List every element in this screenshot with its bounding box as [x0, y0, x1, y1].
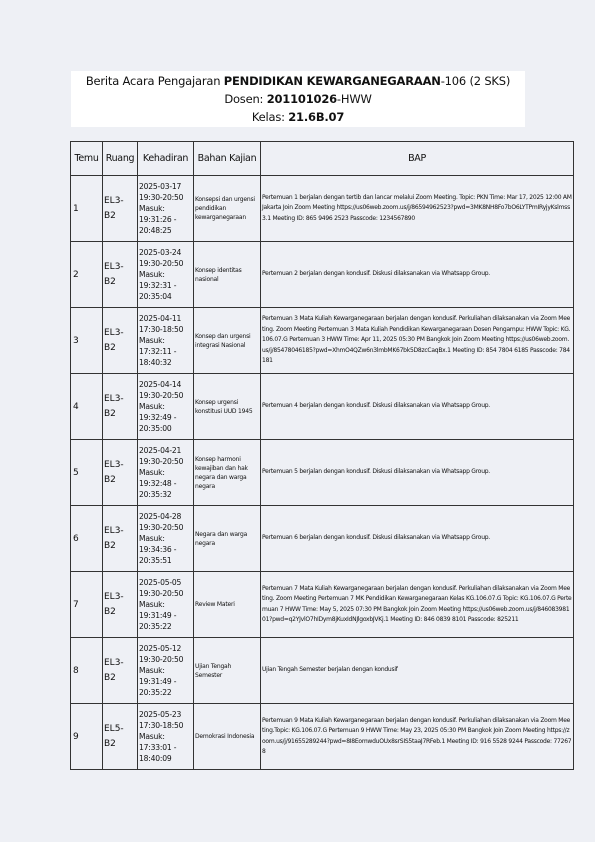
attendance-line: 19:32:49 - [139, 413, 177, 422]
meeting-number: 6 [71, 506, 103, 572]
attendance-line: 2025-05-05 [139, 578, 182, 587]
meeting-number: 5 [71, 440, 103, 506]
room-text: EL3- [104, 393, 124, 404]
attendance-cell [138, 572, 194, 638]
attendance-line: 2025-04-28 [139, 512, 182, 521]
attendance-line: 19:31:49 - [139, 611, 177, 620]
meeting-number: 8 [71, 638, 103, 704]
room-cell [103, 374, 138, 440]
bap-cell: Pertemuan 2 berjalan dengan kondusif. Diskusi dilaksanakan via Whatsapp Group. [261, 242, 574, 308]
attendance-line: 2025-05-12 [139, 644, 182, 653]
attendance-cell [138, 506, 194, 572]
attendance-line: 19:30-20:50 [139, 193, 184, 202]
material-cell: Konsep identitas nasional [194, 242, 261, 308]
material-cell: Review Materi [194, 572, 261, 638]
header-dosen-line [71, 90, 525, 108]
room-text: EL3- [104, 657, 124, 668]
room-cell [103, 440, 138, 506]
attendance-line: Masuk: [139, 732, 165, 741]
room-cell [103, 308, 138, 374]
attendance-line: 19:31:49 - [139, 677, 177, 686]
attendance-line: 19:30-20:50 [139, 391, 184, 400]
material-cell: Konsepsi dan urgensi pendidikan kewarganegaraan [194, 176, 261, 242]
room-text: EL3- [104, 195, 124, 206]
bap-cell: Pertemuan 1 berjalan dengan tertib dan lancar melalui Zoom Meeting. Topic: PKN Time: Mar 17, 2025 12:00 AM Jakarta Join Zoom Meeting https://us06web.zoom.us/j/86594962523?pwd=3MK8NH8Fo7bO6LYTPmIRyjyKslmss3.1 Meeting ID: 865 9496 2523 Passcode: 1234567890 [261, 176, 574, 242]
attendance-line: 20:48:25 [139, 226, 172, 235]
table-row [71, 308, 574, 374]
col-header-temu: Temu [71, 142, 103, 176]
header-prefix: Berita Acara Pengajaran [85, 74, 224, 88]
attendance-line: 20:35:51 [139, 556, 172, 565]
header-kelas-line [71, 108, 525, 126]
material-cell: Ujian Tengah Semester [194, 638, 261, 704]
attendance-line: 2025-05-23 [139, 710, 182, 719]
attendance-line: 20:35:22 [139, 622, 172, 631]
table-header-row [71, 142, 574, 176]
attendance-line: 17:30-18:50 [139, 721, 184, 730]
room-text: B2 [104, 342, 116, 353]
room-text: B2 [104, 606, 116, 617]
course-name: PENDIDIKAN KEWARGANEGARAAN [223, 74, 441, 88]
material-cell: Negara dan warga negara [194, 506, 261, 572]
table-row [71, 572, 574, 638]
attendance-cell [138, 308, 194, 374]
meeting-number: 9 [71, 704, 103, 770]
col-header-kehadiran: Kehadiran [138, 142, 194, 176]
col-header-bap: BAP [261, 142, 574, 176]
attendance-line: Masuk: [139, 204, 165, 213]
col-header-ruang: Ruang [103, 142, 138, 176]
attendance-line: Masuk: [139, 468, 165, 477]
room-text: EL3- [104, 591, 124, 602]
attendance-line: 19:30-20:50 [139, 655, 184, 664]
material-cell: Demokrasi Indonesia [194, 704, 261, 770]
attendance-table [70, 141, 574, 770]
table-body [71, 176, 574, 770]
attendance-line: 19:30-20:50 [139, 259, 184, 268]
table-row [71, 242, 574, 308]
table-row [71, 374, 574, 440]
room-text: EL3- [104, 525, 124, 536]
attendance-line: 19:32:48 - [139, 479, 177, 488]
room-text: B2 [104, 210, 116, 221]
room-cell [103, 242, 138, 308]
table-row [71, 638, 574, 704]
attendance-line: 2025-04-21 [139, 446, 182, 455]
room-text: EL3- [104, 327, 124, 338]
material-cell: Konsep harmoni kewajiban dan hak negara dan warga negara [194, 440, 261, 506]
attendance-line: Masuk: [139, 534, 165, 543]
course-code: -106 (2 SKS) [440, 74, 511, 88]
room-text: EL3- [104, 459, 124, 470]
attendance-line: 19:32:31 - [139, 281, 177, 290]
room-cell [103, 176, 138, 242]
bap-cell: Pertemuan 9 Mata Kuliah Kewarganegaraan berjalan dengan kondusif. Perkuliahan dilaksanakan via Zoom Meeting.Topic: KG.106.07.G Pertemuan 9 HWW Time: May 23, 2025 05:30 PM Bangkok Join Zoom Meeting https://zoom.us/j/91655289244?pwd=8I8EomwduOUx8srSIS5taaJ7RFeb.1 Meeting ID: 916 5528 9244 Passcode: 772678 [261, 704, 574, 770]
attendance-line: 20:35:32 [139, 490, 172, 499]
table-row [71, 440, 574, 506]
attendance-line: Masuk: [139, 402, 165, 411]
document-header [71, 71, 525, 127]
meeting-number: 3 [71, 308, 103, 374]
attendance-line: 20:35:22 [139, 688, 172, 697]
room-text: EL5- [104, 723, 124, 734]
room-text: B2 [104, 738, 116, 749]
room-text: B2 [104, 540, 116, 551]
room-text: B2 [104, 672, 116, 683]
attendance-cell [138, 242, 194, 308]
table-row [71, 176, 574, 242]
bap-cell: Pertemuan 7 Mata Kuliah Kewarganegaraan berjalan dengan kondusif. Perkuliahan dilaksanakan via Zoom Meeting. Zoom Meeting Pertemuan 7 MK Pendidikan Kewarganegaraan Kelas KG.106.07.G Topic: KG.106.07.G Pertemuan 7 HWW Time: May 5, 2025 07:30 PM Bangkok Join Zoom Meeting https://us06web.zoom.us/j/84608398101?pwd=q2YJvlO7hIDym8jKuxIdNJlgoxbJVKj.1 Meeting ID: 846 0839 8101 Passcode: 825211 [261, 572, 574, 638]
meeting-number: 4 [71, 374, 103, 440]
attendance-line: 20:35:00 [139, 424, 172, 433]
attendance-line: 17:30-18:50 [139, 325, 184, 334]
attendance-line: 19:30-20:50 [139, 523, 184, 532]
attendance-line: 20:35:04 [139, 292, 172, 301]
attendance-cell [138, 704, 194, 770]
bap-cell: Pertemuan 5 berjalan dengan kondusif. Diskusi dilaksanakan via Whatsapp Group. [261, 440, 574, 506]
bap-cell: Pertemuan 6 berjalan dengan kondusif. Diskusi dilaksanakan via Whatsapp Group. [261, 506, 574, 572]
meeting-number: 2 [71, 242, 103, 308]
room-text: B2 [104, 408, 116, 419]
room-text: EL3- [104, 261, 124, 272]
header-title-line [71, 72, 525, 90]
attendance-line: Masuk: [139, 666, 165, 675]
col-header-bahan-kajian: Bahan Kajian [194, 142, 261, 176]
bap-cell: Pertemuan 3 Mata Kuliah Kewarganegaraan berjalan dengan kondusif. Perkuliahan dilaksanakan via Zoom Meeting. Zoom Meeting Pertemuan 3 Mata Kuliah Pendidikan Kewarganegaraan Dosen Pengampu: HWW Topic: KG.106.07.G Pertemuan 3 HWW Time: Apr 11, 2025 05:30 PM Bangkok Join Zoom Meeting https://us06web.zoom.us/j/85478046185?pwd=XhmO4QZw6n3lmbMK67bk5D8zcCaqBx.1 Meeting ID: 854 7804 6185 Passcode: 784181 [261, 308, 574, 374]
kelas-label: Kelas: [251, 110, 289, 124]
attendance-line: 19:34:36 - [139, 545, 177, 554]
dosen-id: 201101026 [266, 92, 337, 106]
dosen-label: Dosen: [224, 92, 267, 106]
room-cell [103, 506, 138, 572]
attendance-line: 2025-03-24 [139, 248, 182, 257]
kelas-value: 21.6B.07 [288, 110, 345, 124]
attendance-line: Masuk: [139, 270, 165, 279]
dosen-code: -HWW [336, 92, 372, 106]
attendance-cell [138, 176, 194, 242]
bap-cell: Pertemuan 4 berjalan dengan kondusif. Diskusi dilaksanakan via Whatsapp Group. [261, 374, 574, 440]
attendance-cell [138, 440, 194, 506]
attendance-line: 2025-04-11 [139, 314, 182, 323]
attendance-line: 17:32:11 - [139, 347, 177, 356]
attendance-cell [138, 374, 194, 440]
attendance-line: 19:30-20:50 [139, 457, 184, 466]
attendance-line: 19:30-20:50 [139, 589, 184, 598]
attendance-line: 2025-03-17 [139, 182, 182, 191]
attendance-cell [138, 638, 194, 704]
room-cell [103, 704, 138, 770]
bap-cell: Ujian Tengah Semester berjalan dengan kondusif [261, 638, 574, 704]
attendance-line: Masuk: [139, 336, 165, 345]
material-cell: Konsep dan urgensi integrasi Nasional [194, 308, 261, 374]
meeting-number: 1 [71, 176, 103, 242]
attendance-line: 19:31:26 - [139, 215, 177, 224]
room-cell [103, 638, 138, 704]
attendance-line: 17:33:01 - [139, 743, 177, 752]
attendance-line: Masuk: [139, 600, 165, 609]
meeting-number: 7 [71, 572, 103, 638]
attendance-line: 18:40:32 [139, 358, 172, 367]
material-cell: Konsep urgensi konstitusi UUD 1945 [194, 374, 261, 440]
table-row [71, 506, 574, 572]
attendance-line: 18:40:09 [139, 754, 172, 763]
room-cell [103, 572, 138, 638]
room-text: B2 [104, 276, 116, 287]
room-text: B2 [104, 474, 116, 485]
attendance-line: 2025-04-14 [139, 380, 182, 389]
table-row [71, 704, 574, 770]
